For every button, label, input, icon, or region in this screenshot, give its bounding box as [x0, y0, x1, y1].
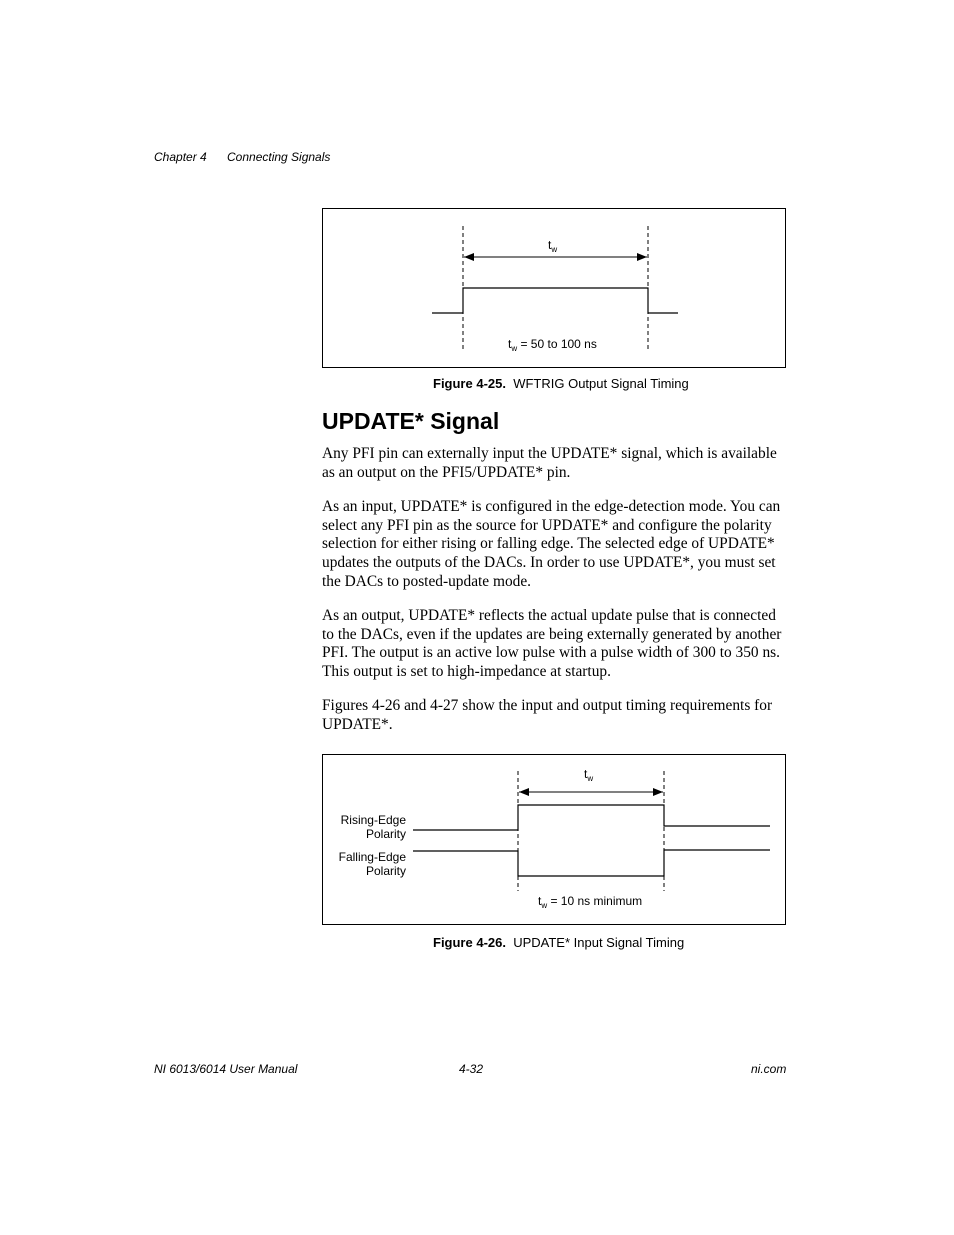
section-label: Connecting Signals — [227, 150, 331, 164]
rising-edge-label-line1: Rising-Edge — [340, 813, 406, 827]
running-header — [154, 150, 330, 164]
wftrig-timing-diagram — [323, 209, 785, 367]
falling-edge-waveform — [413, 850, 770, 876]
paragraph-4: Figures 4-26 and 4-27 show the input and output timing requirements for UPDATE*. — [322, 697, 773, 733]
figure-4-26-caption — [433, 935, 684, 950]
paragraph-3: As an output, UPDATE* reflects the actual update pulse that is connected to the DACs, even if the updates are being externally generated by another PFI. The output is an active low pulse with a pulse width of 300 to 350 ns. This output is set to high-impedance at startup. — [322, 607, 782, 681]
tw-label: $t_w$ — [548, 238, 558, 254]
chapter-label: Chapter 4 — [154, 150, 207, 164]
figure-4-26-number: Figure 4-26. — [433, 935, 506, 950]
falling-edge-label-line2: Polarity — [365, 864, 406, 878]
section-title: UPDATE* Signal — [322, 408, 500, 434]
tw-label: $t_w$ — [584, 767, 594, 783]
falling-edge-label-line1: Falling-Edge — [338, 850, 406, 864]
footer-website-link[interactable]: ni.com — [751, 1062, 787, 1076]
rising-edge-waveform — [413, 805, 770, 830]
figure-4-25-number: Figure 4-25. — [433, 376, 506, 391]
pulse-width-note: $t_w = 50$ to 100 ns — [508, 337, 597, 353]
rising-edge-label-line2: Polarity — [365, 827, 406, 841]
figure-4-25 — [322, 208, 786, 368]
footer-page-number: 4-32 — [459, 1062, 484, 1076]
figure-4-26-title: UPDATE* Input Signal Timing — [513, 935, 685, 950]
paragraph-2: As an input, UPDATE* is configured in the edge-detection mode. You can select any PFI pin as the source for UPDATE* and configure the polarity selection for either rising or falling edge. The selected edge of UPDATE* updates the outputs of the DACs. In order to use UPDATE*, you must set the DACs to posted-update mode. — [322, 498, 781, 590]
paragraph-1: Any PFI pin can externally input the UPDATE* signal, which is available as an output on the PFI5/UPDATE* pin. — [322, 445, 777, 481]
footer-manual-title: NI 6013/6014 User Manual — [154, 1062, 298, 1076]
update-input-timing-diagram — [323, 755, 785, 924]
pulse-width-note: $t_w = 10$ ns minimum — [538, 894, 643, 910]
figure-4-26 — [322, 754, 786, 925]
figure-4-25-caption — [433, 376, 689, 391]
figure-4-25-title: WFTRIG Output Signal Timing — [513, 376, 689, 391]
pulse-waveform — [432, 288, 678, 313]
